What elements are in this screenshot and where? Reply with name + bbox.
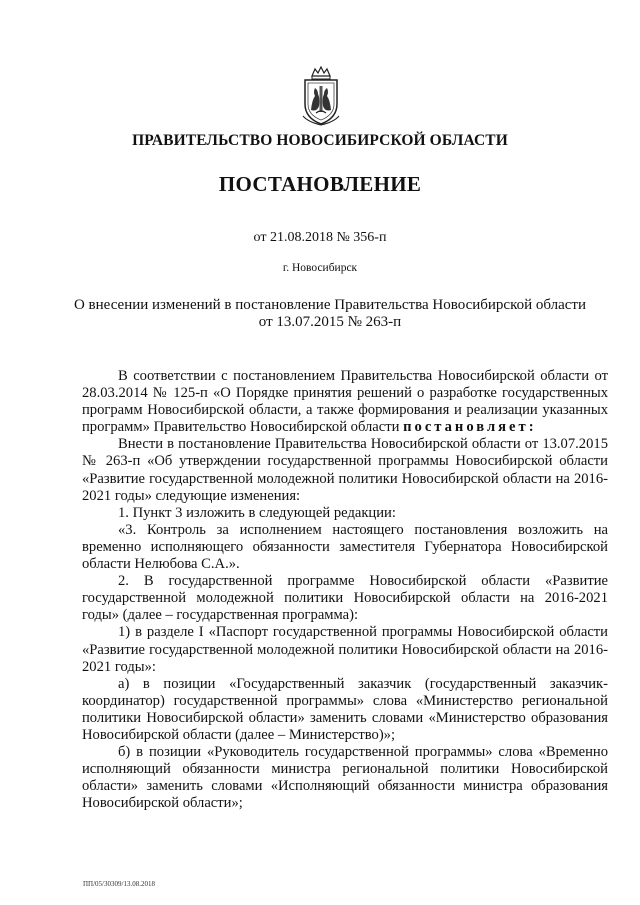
body-paragraph-3: 1. Пункт 3 изложить в следующей редакции: bbox=[118, 504, 396, 521]
footer-document-code: ПП/05/30309/13.08.2018 bbox=[83, 880, 155, 888]
body-paragraph-7: а) в позиции «Государственный заказчик (государственный заказчик-координатор) государственной программы» слова «Министерство региональной политики Новосибирской области» заменить словами «Министерство образования Новосибирской области (далее – Министерство)»; bbox=[82, 675, 608, 743]
coat-of-arms-icon bbox=[298, 66, 344, 126]
document-subject bbox=[60, 297, 600, 331]
body-paragraph-4: «3. Контроль за исполнением настоящего постановления возложить на временно исполняющего обязанности заместителя Губернатора Новосибирской области Нелюбова С.А.». bbox=[82, 521, 608, 573]
document-date-number: от 21.08.2018 № 356-п bbox=[253, 230, 387, 245]
body-paragraph-2: Внести в постановление Правительства Новосибирской области от 13.07.2015 № 263-п «Об утверждении государственной программы Новосибирской области «Развитие государственной молодежной политики Новосибирской области на 2016-2021 годы» следующие изменения: bbox=[82, 436, 608, 504]
body-paragraph-6: 1) в разделе I «Паспорт государственной программы Новосибирской области «Развитие государственной молодежной политики Новосибирской области на 2016-2021 годы»: bbox=[82, 624, 608, 675]
resolves-word: постановляет: bbox=[403, 419, 537, 436]
document-body bbox=[82, 368, 608, 812]
subject-line-2: от 13.07.2015 № 263-п bbox=[258, 314, 402, 330]
body-paragraph-5: 2. В государственной программе Новосибирской области «Развитие государственной молодежной политики Новосибирской области на 2016-2021 годы» (далее – государственная программа): bbox=[82, 573, 608, 624]
body-paragraph-1-text: В соответствии с постановлением Правительства Новосибирской области от 28.03.2014 № 125-п «О Порядке принятия решений о разработке государственных программ Новосибирской области, а также формирования и реализации указанных программ» Правительство Новосибирской области bbox=[82, 368, 608, 436]
document-type-title: ПОСТАНОВЛЕНИЕ bbox=[218, 172, 422, 196]
subject-line-1: О внесении изменений в постановление Правительства Новосибирской области bbox=[73, 297, 587, 313]
body-paragraph-1 bbox=[82, 368, 608, 436]
document-city: г. Новосибирск bbox=[282, 262, 358, 274]
body-paragraph-8: б) в позиции «Руководитель государственной программы» слова «Временно исполняющий обязанности министра региональной политики Новосибирской области» заменить словами «Исполняющий обязанности министра образования Новосибирской области»; bbox=[82, 744, 608, 812]
government-name: ПРАВИТЕЛЬСТВО НОВОСИБИРСКОЙ ОБЛАСТИ bbox=[132, 132, 508, 149]
